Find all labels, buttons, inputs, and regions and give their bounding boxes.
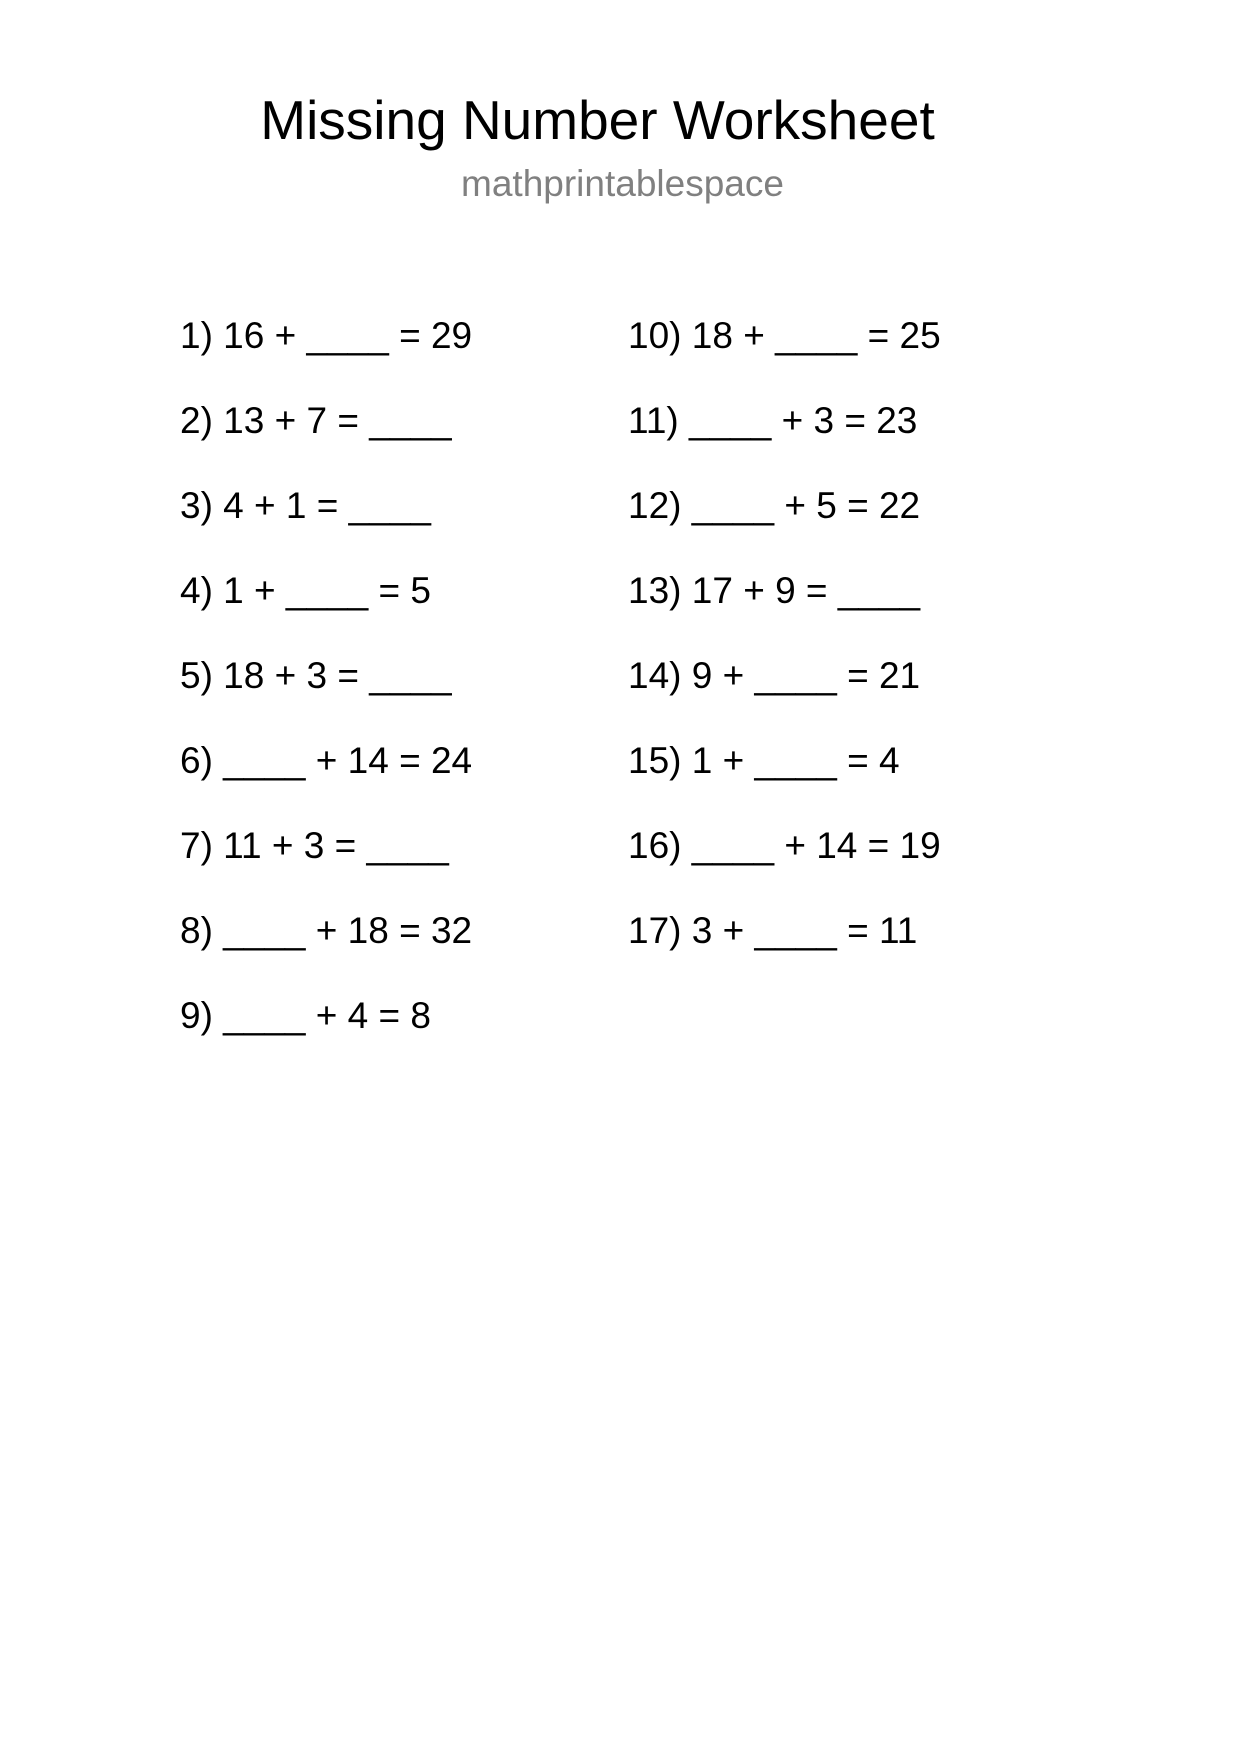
problem-17: 17) 3 + ____ = 11 <box>628 910 918 951</box>
problem-1: 1) 16 + ____ = 29 <box>180 315 473 356</box>
problem-9: 9) ____ + 4 = 8 <box>180 995 431 1036</box>
problem-16: 16) ____ + 14 = 19 <box>628 825 941 866</box>
problem-7: 7) 11 + 3 = ____ <box>180 825 449 866</box>
problem-11: 11) ____ + 3 = 23 <box>628 400 918 441</box>
problem-12: 12) ____ + 5 = 22 <box>628 485 921 526</box>
problem-15: 15) 1 + ____ = 4 <box>628 740 900 781</box>
problem-10: 10) 18 + ____ = 25 <box>628 315 941 356</box>
problem-3: 3) 4 + 1 = ____ <box>180 485 431 526</box>
problem-13: 13) 17 + 9 = ____ <box>628 570 921 611</box>
problem-4: 4) 1 + ____ = 5 <box>180 570 431 611</box>
problem-5: 5) 18 + 3 = ____ <box>180 655 452 696</box>
problems-left-column <box>180 312 472 1077</box>
problems-right-column <box>628 312 941 992</box>
problem-2: 2) 13 + 7 = ____ <box>180 400 452 441</box>
problem-14: 14) 9 + ____ = 21 <box>628 655 921 696</box>
problem-6: 6) ____ + 14 = 24 <box>180 740 473 781</box>
worksheet-title: Missing Number Worksheet <box>260 89 935 151</box>
worksheet-source: mathprintablespace <box>461 163 784 204</box>
problem-8: 8) ____ + 18 = 32 <box>180 910 473 951</box>
